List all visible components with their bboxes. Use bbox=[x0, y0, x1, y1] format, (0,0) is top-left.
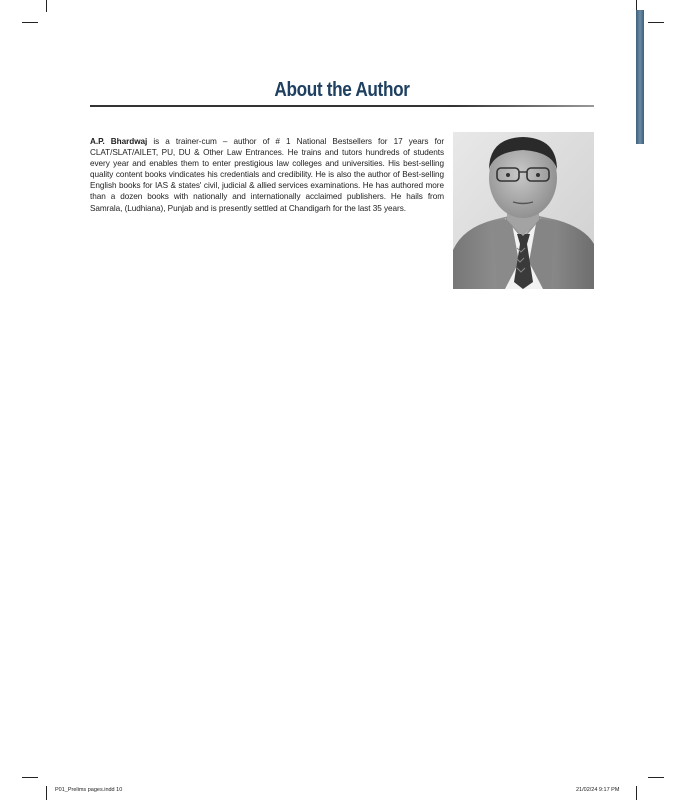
title-underline bbox=[90, 105, 594, 107]
crop-mark bbox=[46, 0, 47, 12]
crop-mark bbox=[648, 22, 664, 23]
crop-mark bbox=[636, 786, 637, 800]
footer-file-label: P01_Prelims pages.indd 10 bbox=[55, 787, 123, 793]
author-portrait-icon bbox=[453, 132, 594, 289]
author-photo bbox=[453, 132, 594, 289]
crop-mark bbox=[22, 22, 38, 23]
page-title: About the Author bbox=[274, 79, 410, 101]
crop-mark bbox=[46, 786, 47, 800]
section-tab-marker bbox=[636, 10, 644, 144]
crop-mark bbox=[636, 0, 637, 10]
author-name: A.P. Bhardwaj bbox=[90, 137, 148, 146]
crop-mark bbox=[648, 777, 664, 778]
crop-mark bbox=[22, 777, 38, 778]
author-bio-text: is a trainer-cum – author of # 1 National Bestsellers for 17 years for CLAT/SLAT/AILET, PU, DU & Other Law Entrances. He trains and tutors hundreds of students every year and enables them to enter prestigious law colleges and universities. His best-selling quality content books vindicates his credentials and credibility. He is also the author of Best-selling English books for IAS & states' civil, judicial & allied services examinations. He has authored more than a dozen books with nationally and internationally acclaimed publishers. He hails from Samrala, (Ludhiana), Punjab and is presently settled at Chandigarh for the last 35 years. bbox=[90, 137, 444, 213]
footer-datetime: 21/02/24 9:17 PM bbox=[576, 787, 620, 793]
author-bio bbox=[90, 136, 444, 214]
